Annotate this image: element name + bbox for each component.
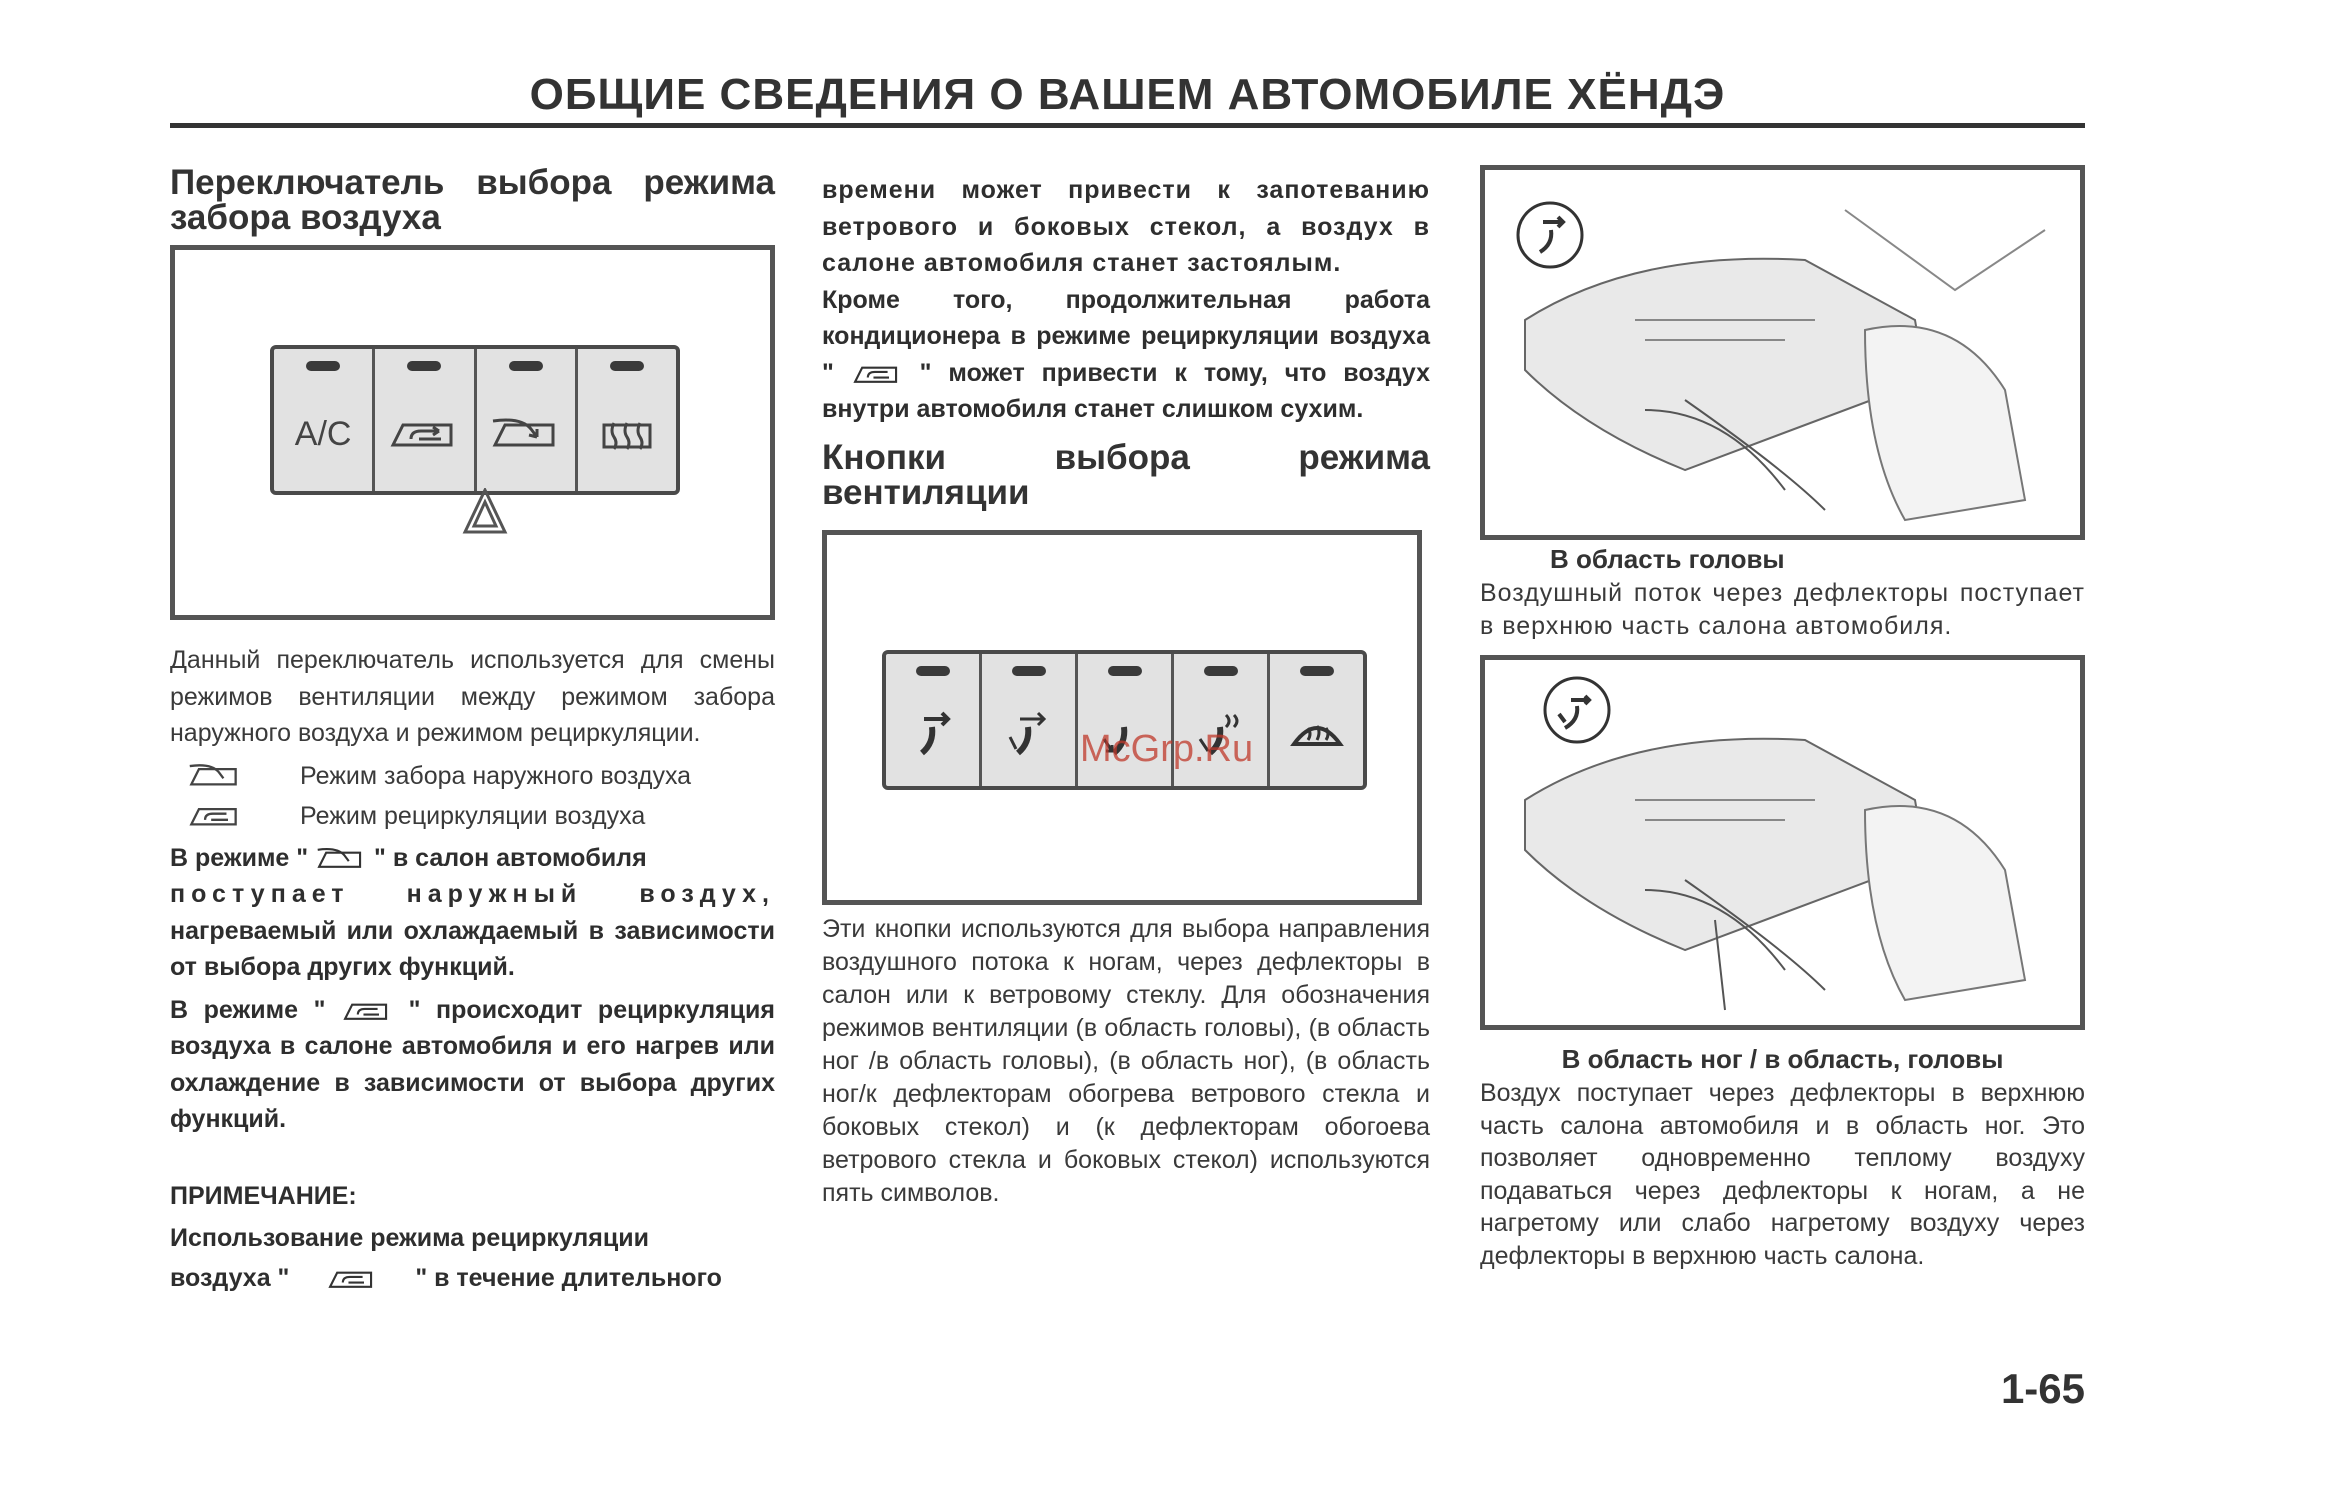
text-fragment: нагреваемый или охлаждаемый в зависимости от выбора других функций. (170, 916, 775, 981)
caption-bi-level-mode: В область ног / в область, головы (1561, 1044, 2004, 1074)
bi-level-mode-illustration (1480, 655, 2085, 1030)
pointer-arrow-icon (460, 488, 510, 538)
fresh-air-icon (491, 417, 561, 451)
fresh-air-icon (170, 763, 260, 789)
section-heading-air-intake: Переключатель выбора режима забора воздуха (170, 163, 775, 237)
paragraph-switch-description: Данный переключатель используется для смены режимов вентиляции между режимом забора наружного воздуха и режимом рециркуляции. (170, 646, 775, 747)
legend-recirculation-text: Режим рециркуляции воздуха (300, 801, 646, 830)
column-3 (1480, 165, 2085, 1272)
led-indicator (1108, 666, 1142, 676)
led-indicator (916, 666, 950, 676)
watermark: McGrp.Ru (1080, 728, 1254, 770)
paragraph-face-mode: Воздушный поток через дефлекторы поступает в верхнюю часть салона автомобиля. (1480, 579, 2085, 640)
legend-fresh-air-text: Режим забора наружного воздуха (300, 761, 692, 790)
text-fragment: воздуха " (170, 1264, 290, 1292)
led-indicator (610, 361, 644, 371)
text-fragment: В режиме " (170, 843, 309, 872)
text-fragment: В режиме " (170, 995, 326, 1024)
text-fragment: Использование режима рециркуляции (170, 1224, 650, 1252)
fresh-air-button (477, 349, 578, 491)
text-fragment: Кроме того, продолжительная работа кондиционера в режиме рециркуляции воздуха " (822, 285, 1430, 387)
recirculation-icon (170, 803, 260, 829)
column-1 (170, 165, 775, 1298)
car-interior-illustration (1485, 660, 2080, 1025)
face-vent-icon (908, 709, 958, 759)
led-indicator (1300, 666, 1334, 676)
paragraph-vent-mode-description: Эти кнопки используются для выбора направления воздушного потока к ногам, через дефлекторы в салон или к ветровому стеклу. Для обозначения режимов вентиляции (в область головы), (в область ног /в область головы), (в область ног), (в область ног/к дефлекторам обогрева ветрового стекла и боковых стекол) и (к дефлекторам обогоева ветрового стекла и боковых стекол) используются пять символов. (822, 914, 1430, 1207)
rear-defrost-button (578, 349, 676, 491)
legend-fresh-air (170, 756, 775, 796)
led-indicator (1012, 666, 1046, 676)
column-2 (822, 172, 1430, 1210)
page-number: 1-65 (2000, 1365, 2085, 1412)
led-indicator (306, 361, 340, 371)
page-header-title: ОБЩИЕ СВЕДЕНИЯ О ВАШЕМ АВТОМОБИЛЕ ХЁНДЭ (529, 70, 1726, 119)
vent-mode-panel-figure (822, 530, 1422, 905)
led-indicator (407, 361, 441, 371)
recirculation-icon (326, 1267, 378, 1291)
rear-defrost-icon (600, 417, 654, 451)
defrost-icon (1290, 714, 1344, 754)
text-fragment: " происходит рециркуляция воздуха в салоне автомобиля и его нагрев или охлаждение в зависимости от выбора других функций. (170, 995, 775, 1133)
text-fragment: " может привести к тому, что воздух внутри автомобиля станет слишком сухим. (822, 358, 1430, 423)
ac-button (274, 349, 375, 491)
ac-button-label: A/C (294, 414, 352, 453)
defrost-button (1270, 654, 1363, 786)
car-interior-illustration (1485, 170, 2080, 535)
paragraph-bi-level-mode: Воздух поступает через дефлекторы в верхнюю часть салона автомобиля и в область ног. Это позволяет одновременно теплому воздуху подаваться через дефлекторы к ногам, а не нагретому или слабо нагретому воздуху через дефлекторы в верхнюю часть салона. (1480, 1079, 2085, 1270)
recirculation-icon (389, 417, 459, 451)
text-fragment: " в течение длительного (415, 1264, 722, 1292)
control-panel (270, 345, 680, 495)
legend-recirculation (170, 796, 775, 836)
paragraph-dry-air-warning (822, 282, 1430, 428)
text-fragment: " в салон автомобиля (374, 843, 647, 872)
text-fragment: поступает наружный воздух, (170, 880, 775, 908)
note-title: ПРИМЕЧАНИЕ: (170, 1181, 357, 1210)
caption-face-mode: В область головы (1550, 544, 1785, 574)
led-indicator (1204, 666, 1238, 676)
air-intake-panel-figure (170, 245, 775, 620)
section-heading-vent-mode: Кнопки выбора режима вентиляции (822, 437, 1430, 512)
recirculation-button (375, 349, 476, 491)
face-vent-button (886, 654, 982, 786)
paragraph-fresh-air-mode (170, 840, 775, 986)
fresh-air-icon (315, 847, 367, 871)
recirculation-icon (341, 999, 393, 1023)
note-text (170, 1218, 775, 1298)
bi-level-vent-icon (1004, 709, 1054, 759)
paragraph-fogging-warning: времени может привести к запотеванию ветрового и боковых стекол, а воздух в салоне автомобиля станет застоялым. (822, 176, 1430, 277)
paragraph-recirculation-mode (170, 992, 775, 1138)
led-indicator (509, 361, 543, 371)
header-rule (170, 123, 2085, 128)
bi-level-vent-button (982, 654, 1078, 786)
recirculation-icon (851, 362, 903, 386)
face-mode-illustration (1480, 165, 2085, 540)
